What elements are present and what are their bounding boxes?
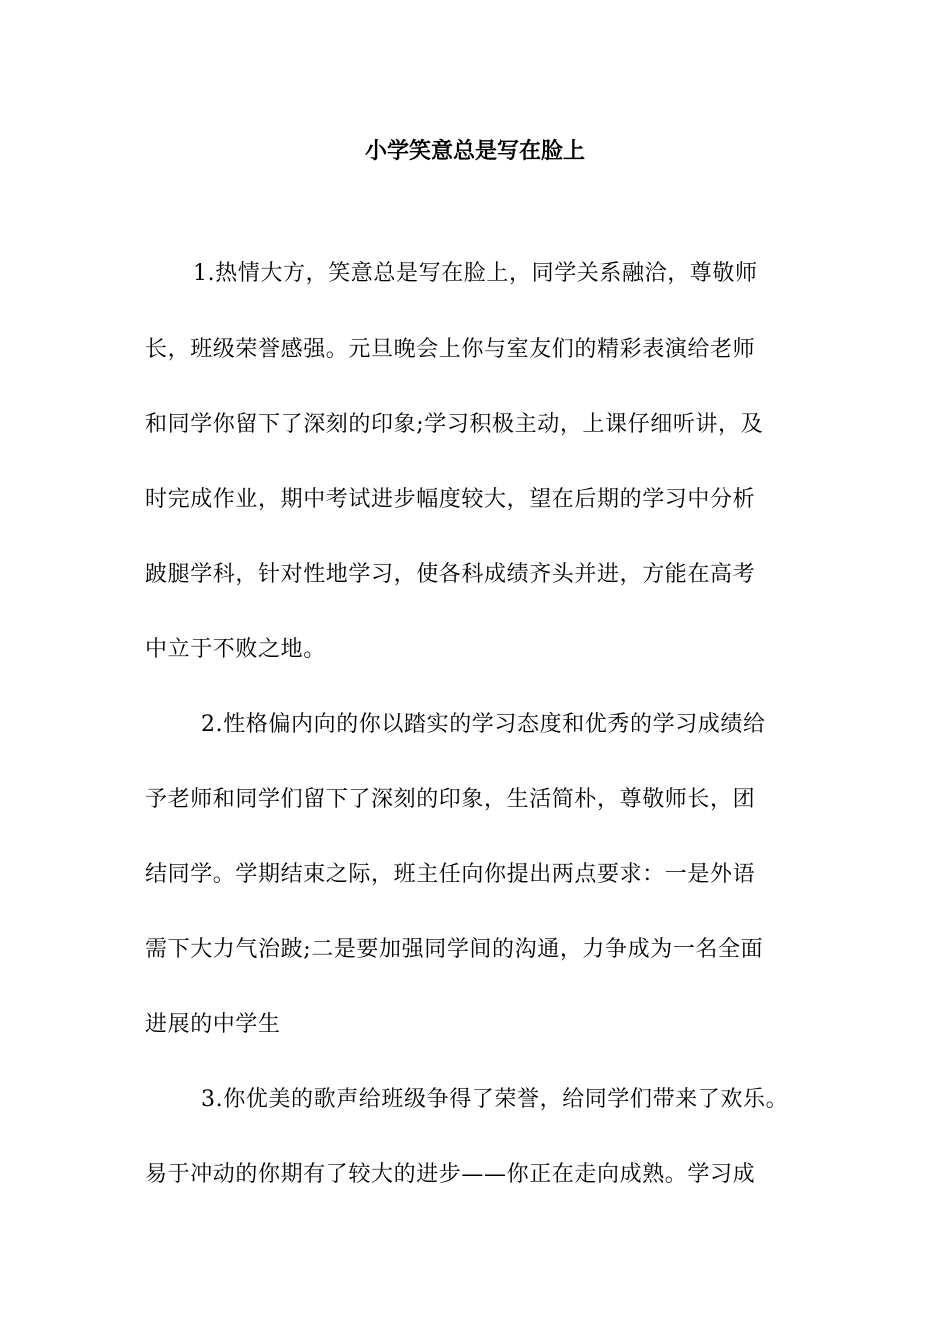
paragraph-3-line-1: 3.你优美的歌声给班级争得了荣誉，给同学们带来了欢乐。: [201, 1087, 789, 1112]
paragraph-1-line-5: 跛腿学科，针对性地学习，使各科成绩齐头并进，方能在高考: [145, 562, 756, 587]
paragraph-1-line-3: 和同学你留下了深刻的印象;学习积极主动，上课仔细听讲，及: [145, 412, 764, 437]
paragraph-1-line-2: 长，班级荣誉感强。元旦晚会上你与室友们的精彩表演给老师: [145, 337, 756, 362]
paragraph-1-line-1: 1.热情大方，笑意总是写在脸上，同学关系融洽，尊敬师: [193, 261, 758, 286]
paragraph-2-line-5: 进展的中学生: [145, 1012, 281, 1037]
paragraph-2-line-1: 2.性格偏内向的你以踏实的学习态度和优秀的学习成绩给: [201, 712, 766, 737]
paragraph-2-line-2: 予老师和同学们留下了深刻的印象，生活简朴，尊敬师长，团: [145, 787, 756, 812]
paragraph-2-line-4: 需下大力气治跛;二是要加强同学间的沟通，力争成为一名全面: [145, 937, 764, 962]
paragraph-1-line-4: 时完成作业，期中考试进步幅度较大，望在后期的学习中分析: [145, 487, 756, 512]
document-title: 小学笑意总是写在脸上: [364, 138, 585, 164]
paragraph-3-line-2: 易于冲动的你期有了较大的进步——你正在走向成熟。学习成: [145, 1162, 756, 1187]
paragraph-2-line-3: 结同学。学期结束之际，班主任向你提出两点要求：一是外语: [145, 862, 756, 887]
paragraph-1-line-6: 中立于不败之地。: [145, 637, 326, 662]
